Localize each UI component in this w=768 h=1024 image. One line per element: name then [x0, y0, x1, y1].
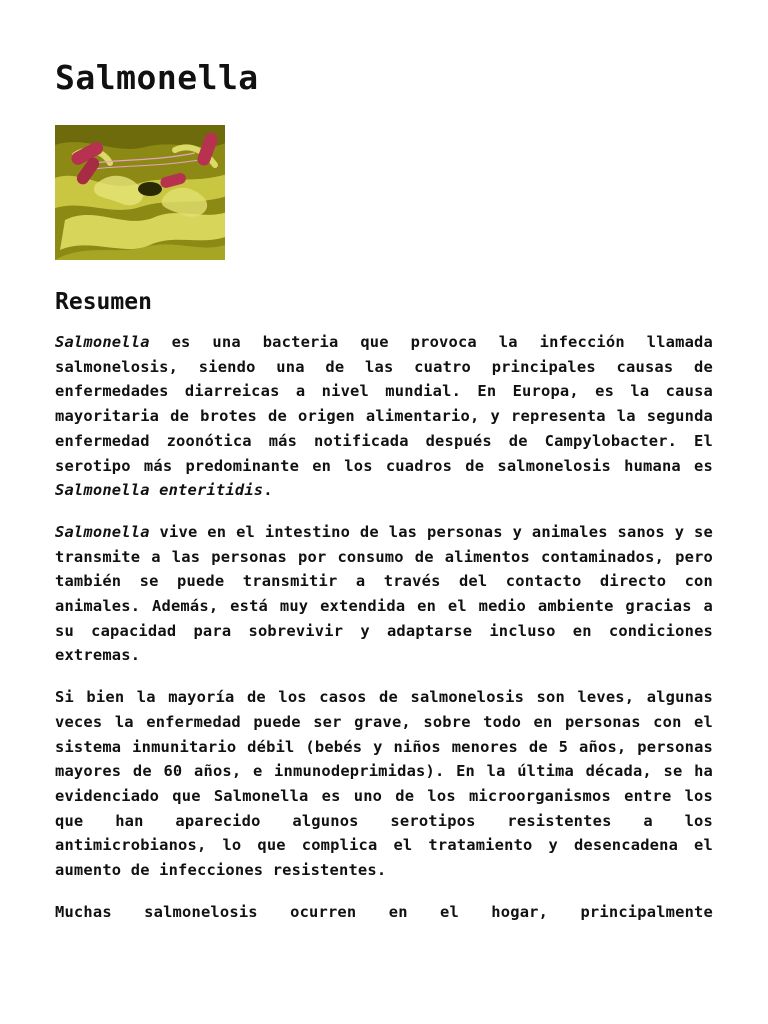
salmonella-micrograph-icon: [55, 125, 225, 260]
paragraph-2: [55, 520, 713, 668]
italic-term: Salmonella: [55, 522, 150, 541]
paragraph-3: Si bien la mayoría de los casos de salmonelosis son leves, algunas veces la enfermedad puede ser grave, sobre todo en personas con el sistema inmunitario débil (bebés y niños menores de 5 años, personas mayores de 60 años, e inmunodeprimidas). En la última década, se ha evidenciado que Salmonella es uno de los microorganismos entre los que han aparecido algunos serotipos resistentes a los antimicrobianos, lo que complica el tratamiento y desencadena el aumento de infecciones resistentes.: [55, 688, 713, 880]
paragraph-text: vive en el intestino de las personas y animales sanos y se transmite a las personas por consumo de alimentos contaminados, pero también se puede transmitir a través del contacto directo con animales. Además, está muy extendida en el medio ambiente gracias a su capacidad para sobrevivir y adaptarse incluso en condiciones extremas.: [55, 522, 713, 665]
italic-term: Salmonella: [55, 333, 150, 351]
paragraph-text: .: [263, 481, 273, 500]
paragraph-1: [55, 330, 713, 503]
paragraph-text: es una bacteria que provoca la infección llamada salmonelosis, siendo una de las cuatro principales causas de enfermedades diarreicas a nivel mundial. En Europa, es la causa mayoritaria de brotes de origen alimentario, y representa la segunda enfermedad zoonótica más notificada después de Campylobacter. El serotipo más predominante en los cuadros de salmonelosis humana es: [55, 333, 713, 475]
section-heading: Resumen: [55, 289, 152, 315]
document-body: [55, 330, 713, 941]
page-title: Salmonella: [55, 58, 259, 97]
paragraph-4: Muchas salmonelosis ocurren en el hogar, principalmente: [55, 902, 713, 921]
italic-term: Salmonella enteritidis: [55, 481, 264, 500]
